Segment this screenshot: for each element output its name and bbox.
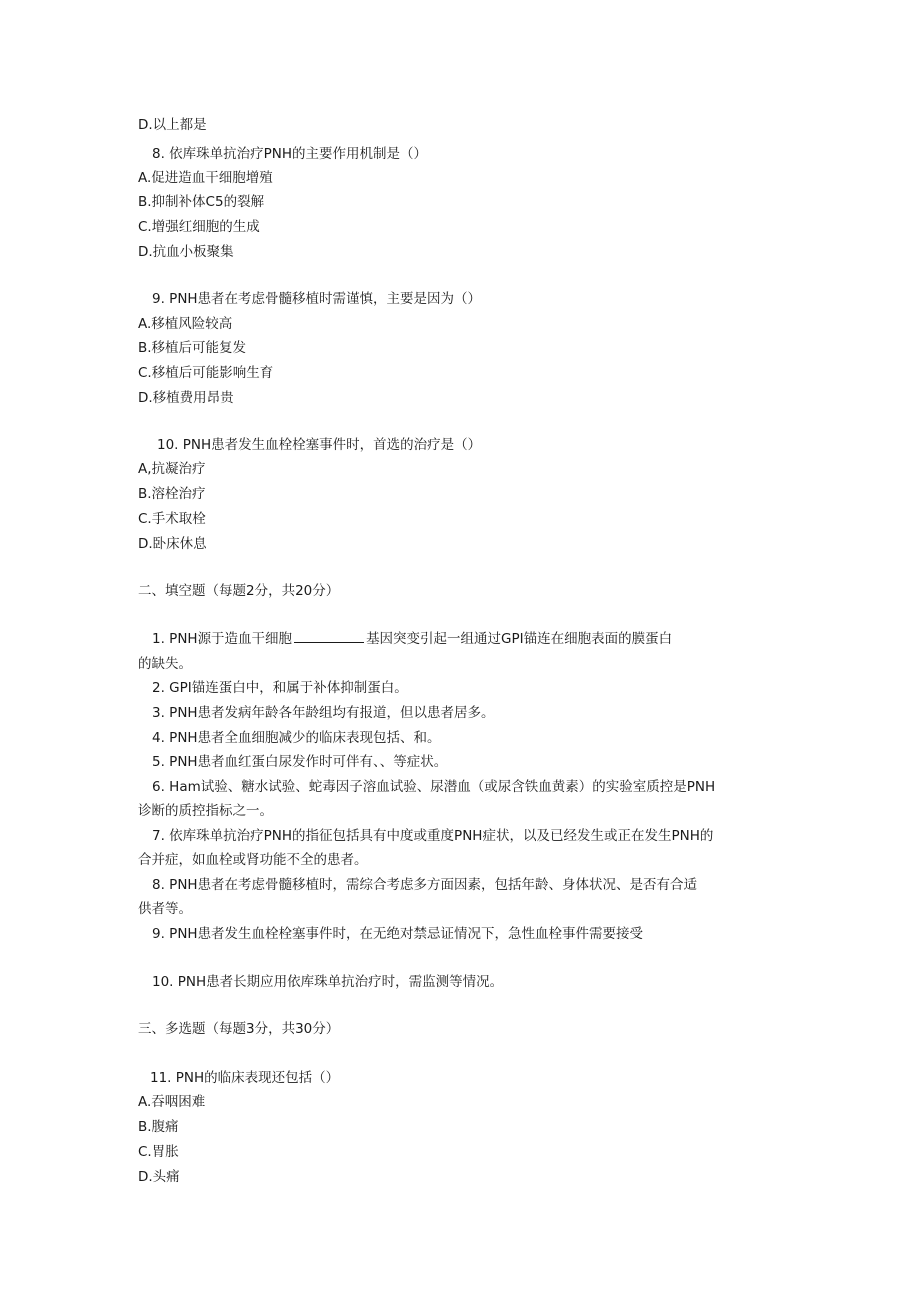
question-9-option-b: B.移植后可能复发 [138, 340, 247, 356]
question-9-option-a: A.移植风险较高 [138, 316, 233, 332]
fill-item-6-continued: 诊断的质控指标之一。 [138, 803, 273, 819]
question-11-option-c: C.胃胀 [138, 1144, 179, 1160]
question-9-option-d: D.移植费用昂贵 [138, 390, 234, 406]
question-11-stem: 11. PNH的临床表现还包括（） [150, 1070, 340, 1086]
question-10-option-c: C.手术取栓 [138, 511, 206, 527]
option-d-all-above: D.以上都是 [138, 117, 207, 133]
question-10-stem: 10. PNH患者发生血栓栓塞事件时，首选的治疗是（） [157, 437, 482, 453]
fill-item-6: 6. Ham试验、糖水试验、蛇毒因子溶血试验、尿潜血（或尿含铁血黄素）的实验室质控是PNH [152, 779, 716, 795]
question-8-stem: 8. 依库珠单抗治疗PNH的主要作用机制是（） [152, 146, 428, 162]
fill-item-7: 7. 依库珠单抗治疗PNH的指征包括具有中度或重度PNH症状，以及已经发生或正在发生PNH的 [152, 828, 714, 844]
question-9-option-c: C.移植后可能影响生育 [138, 365, 274, 381]
question-11-option-a: A.吞咽困难 [138, 1094, 206, 1110]
question-8-option-c: C.增强红细胞的生成 [138, 219, 260, 235]
fill-item-1-before: 1. PNH源于造血干细胞 [152, 631, 293, 647]
fill-item-4: 4. PNH患者全血细胞减少的临床表现包括、和。 [152, 730, 441, 746]
question-11-option-b: B.腹痛 [138, 1119, 179, 1135]
section-multiple-choice-heading: 三、多选题（每题3分，共30分） [138, 1021, 340, 1037]
section-fill-in-heading: 二、填空题（每题2分，共20分） [138, 583, 340, 599]
fill-item-2: 2. GPI锚连蛋白中，和属于补体抑制蛋白。 [152, 680, 408, 696]
question-8-option-a: A.促进造血干细胞增殖 [138, 170, 273, 186]
fill-item-7-continued: 合并症，如血栓或肾功能不全的患者。 [138, 852, 368, 868]
question-9-stem: 9. PNH患者在考虑骨髓移植时需谨慎，主要是因为（） [152, 291, 482, 307]
fill-blank [294, 630, 364, 643]
question-8-option-d: D.抗血小板聚集 [138, 244, 234, 260]
fill-item-10: 10. PNH患者长期应用依库珠单抗治疗时，需监测等情况。 [152, 974, 504, 990]
fill-item-9: 9. PNH患者发生血栓栓塞事件时，在无绝对禁忌证情况下，急性血栓事件需要接受 [152, 926, 644, 942]
question-10-option-a: A,抗凝治疗 [138, 461, 206, 477]
question-8-option-b: B.抑制补体C5的裂解 [138, 194, 265, 210]
fill-item-8-continued: 供者等。 [138, 901, 192, 917]
fill-item-1 [152, 630, 672, 648]
fill-item-3: 3. PNH患者发病年龄各年龄组均有报道，但以患者居多。 [152, 705, 495, 721]
question-10-option-d: D.卧床休息 [138, 536, 207, 552]
fill-item-8: 8. PNH患者在考虑骨髓移植时，需综合考虑多方面因素，包括年龄、身体状况、是否有合适 [152, 877, 698, 893]
question-11-option-d: D.头痛 [138, 1169, 180, 1185]
fill-item-1-continued: 的缺失。 [138, 656, 192, 672]
fill-item-5: 5. PNH患者血红蛋白尿发作时可伴有、、等症状。 [152, 754, 448, 770]
fill-item-1-after: 基因突变引起一组通过GPI锚连在细胞表面的膜蛋白 [366, 631, 673, 647]
question-10-option-b: B.溶栓治疗 [138, 486, 206, 502]
